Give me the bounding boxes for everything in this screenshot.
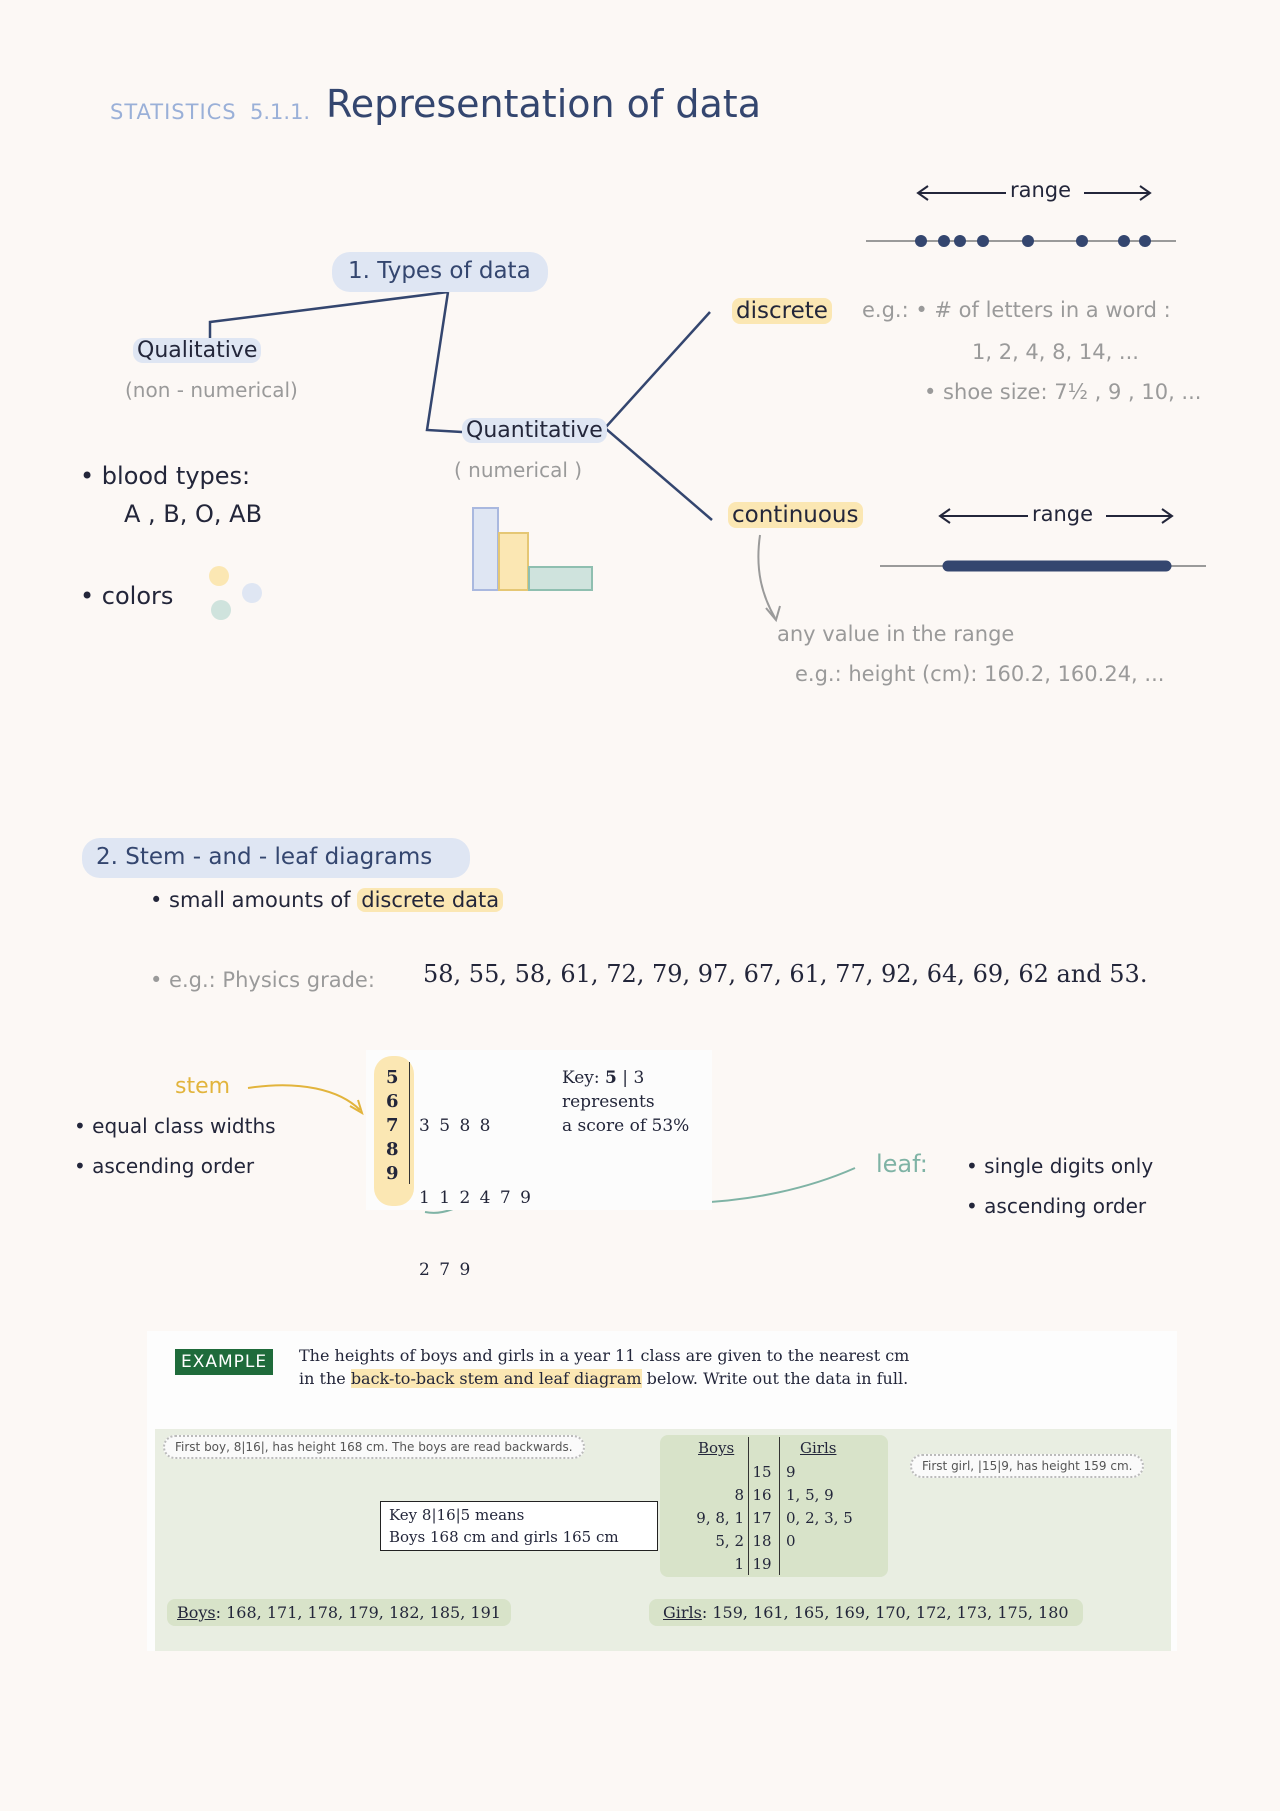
stem-leaf-pill bbox=[82, 838, 470, 878]
qualitative-sub: (non - numerical) bbox=[125, 378, 298, 402]
girl-note: First girl, |15|9, has height 159 cm. bbox=[910, 1454, 1144, 1478]
key-line-3: a score of 53% bbox=[562, 1116, 690, 1136]
leaf-row-7: 2 7 9 bbox=[419, 1260, 473, 1280]
continuous-example: e.g.: height (cm): 160.2, 160.24, ... bbox=[795, 662, 1165, 686]
example-panel bbox=[147, 1331, 1177, 1651]
discrete-range-label: range bbox=[1010, 178, 1072, 202]
b2b-row: 9, 8, 1 17 0, 2, 3, 5 bbox=[696, 1509, 853, 1527]
stem-8: 8 bbox=[386, 1139, 399, 1160]
example-key-box bbox=[380, 1501, 658, 1551]
physics-grades: 58, 55, 58, 61, 72, 79, 97, 67, 61, 77, 92, 64, 69, 62 and 53. bbox=[423, 960, 1148, 988]
discrete-example-1: e.g.: • # of letters in a word : bbox=[862, 298, 1171, 322]
stem-note-2: • ascending order bbox=[74, 1154, 255, 1178]
discrete-example-1-values: 1, 2, 4, 8, 14, ... bbox=[972, 340, 1139, 364]
stem-divider bbox=[409, 1062, 410, 1184]
example-badge: EXAMPLE bbox=[175, 1349, 273, 1375]
b2b-row: 8 16 1, 5, 9 bbox=[734, 1486, 834, 1504]
stem-5: 5 bbox=[386, 1067, 399, 1088]
colors-label: • colors bbox=[80, 582, 174, 610]
stem-9: 9 bbox=[386, 1163, 399, 1184]
back-to-back-highlight: back-to-back stem and leaf diagram bbox=[350, 1369, 642, 1388]
key-line-1: Key: 5 | 3 bbox=[562, 1068, 645, 1088]
stem-leaf-diagram bbox=[366, 1050, 712, 1280]
stem-7: 7 bbox=[386, 1115, 399, 1136]
back-to-back-diagram bbox=[660, 1435, 888, 1577]
b2b-row: 15 9 bbox=[752, 1463, 796, 1481]
stems-column bbox=[386, 1066, 399, 1186]
example-text-2: in the back-to-back stem and leaf diagram below. Write out the data in full. bbox=[299, 1369, 909, 1388]
subject-label: STATISTICS bbox=[110, 100, 237, 124]
discrete-data-highlight: discrete data bbox=[357, 888, 503, 912]
boy-note: First boy, 8|16|, has height 168 cm. The boys are read backwards. bbox=[163, 1435, 585, 1459]
physics-example-label: • e.g.: Physics grade: bbox=[150, 968, 375, 992]
quantitative-sub: ( numerical ) bbox=[454, 458, 583, 482]
section-code: 5.1.1. bbox=[250, 100, 311, 124]
girls-answer: Girls: 159, 161, 165, 169, 170, 172, 173, 175, 180 bbox=[649, 1599, 1083, 1626]
b2b-rows bbox=[660, 1461, 888, 1576]
example-key-line-2: Boys 168 cm and girls 165 cm bbox=[389, 1528, 619, 1546]
leaf-note-2: • ascending order bbox=[966, 1194, 1147, 1218]
key-line-2: represents bbox=[562, 1092, 655, 1112]
blood-types-values: A , B, O, AB bbox=[124, 500, 263, 528]
example-work-area bbox=[155, 1429, 1171, 1651]
quantitative-label: Quantitative bbox=[462, 418, 607, 443]
stem-leaf-bullet: • small amounts of discrete data bbox=[150, 888, 503, 912]
b2b-row: 5, 2 18 0 bbox=[715, 1532, 796, 1550]
girls-header: Girls bbox=[800, 1439, 837, 1457]
qualitative-label: Qualitative bbox=[133, 338, 261, 363]
section1-title: 1. Types of data bbox=[348, 258, 531, 284]
continuous-range-label: range bbox=[1032, 502, 1094, 526]
section2-title: 2. Stem - and - leaf diagrams bbox=[96, 844, 433, 870]
types-of-data-pill bbox=[332, 252, 548, 292]
discrete-label: discrete bbox=[732, 298, 832, 324]
stem-label: stem bbox=[175, 1074, 231, 1099]
boys-answer: Boys: 168, 171, 178, 179, 182, 185, 191 bbox=[167, 1599, 511, 1626]
leaf-note-1: • single digits only bbox=[966, 1154, 1154, 1178]
b2b-row: 1 19 bbox=[734, 1555, 772, 1573]
continuous-description: any value in the range bbox=[777, 622, 1015, 646]
blood-types-label: • blood types: bbox=[80, 462, 251, 490]
stem-note-1: • equal class widths bbox=[74, 1114, 276, 1138]
leaf-row-6: 1 1 2 4 7 9 bbox=[419, 1188, 533, 1208]
leaf-label: leaf: bbox=[876, 1150, 928, 1178]
discrete-example-2: • shoe size: 7½ , 9 , 10, ... bbox=[924, 380, 1202, 404]
page-title: Representation of data bbox=[326, 82, 761, 126]
example-text-1: The heights of boys and girls in a year 11 class are given to the nearest cm bbox=[299, 1346, 910, 1365]
stem-6: 6 bbox=[386, 1091, 399, 1112]
boys-header: Boys bbox=[698, 1439, 735, 1457]
diagram-key bbox=[562, 1066, 689, 1138]
continuous-label: continuous bbox=[728, 502, 863, 528]
leaf-row-5: 3 5 8 8 bbox=[419, 1116, 493, 1136]
example-key-line-1: Key 8|16|5 means bbox=[389, 1506, 525, 1524]
